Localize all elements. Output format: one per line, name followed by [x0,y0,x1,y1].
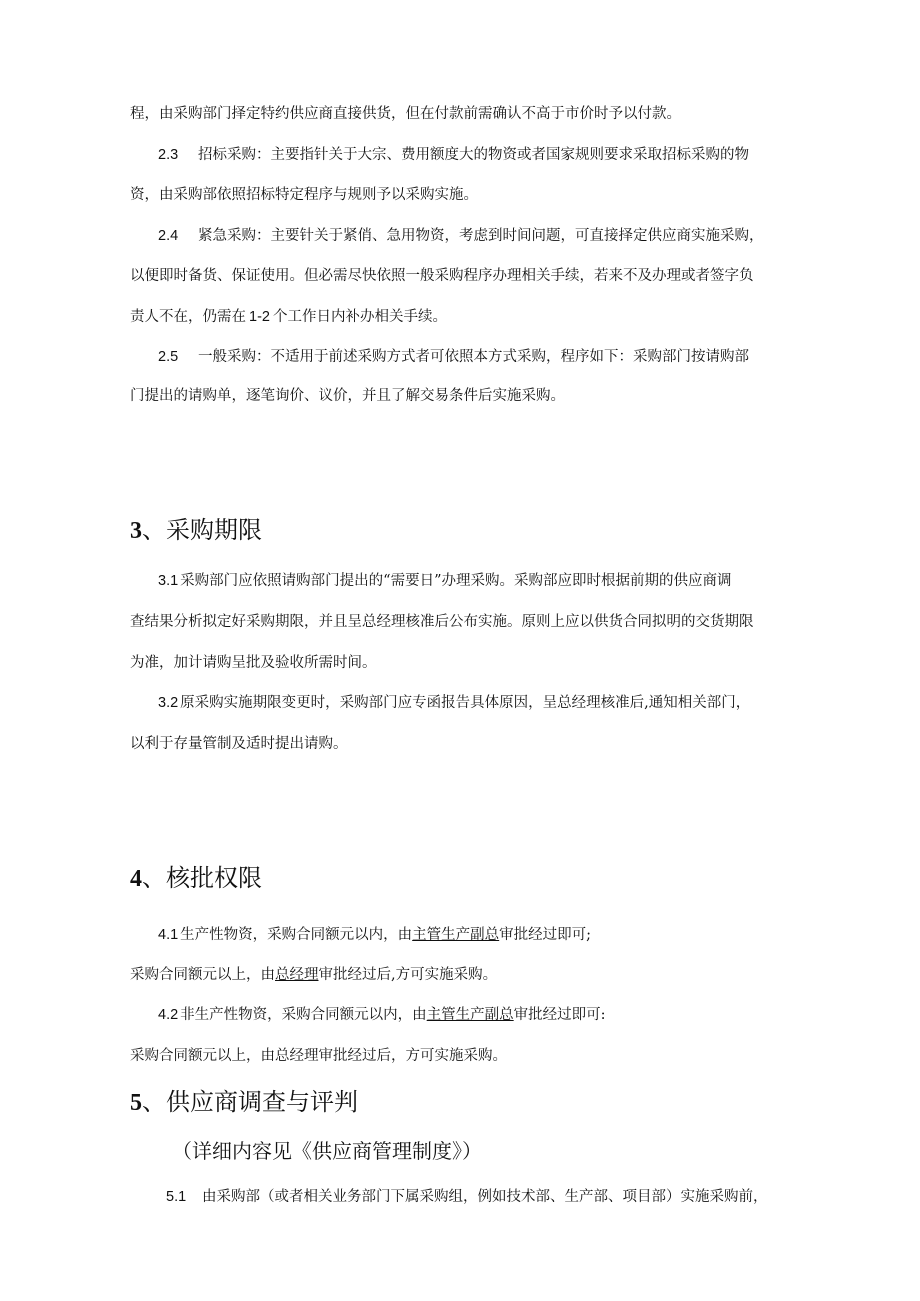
underlined-role: 主管生产副总 [412,927,500,943]
paragraph-text: 生产性物资，采购合同额元以内，由 [180,927,413,943]
section-number: 3.1 [158,573,179,589]
section-number: 3.2 [158,695,179,711]
heading-title: 、供应商调查与评判 [142,1088,358,1116]
section-2-3-line-2 [130,185,478,205]
paragraph-text: 由采购部（或者相关业务部门下属采购组，例如技术部、生产部、项目部）实施采购前， [202,1189,768,1205]
paragraph-text: 非生产性物资，采购合同额元以内，由 [180,1007,427,1023]
heading-number: 5 [130,1090,142,1116]
paragraph-text: 原采购实施期限变更时，采购部门应专函报告具体原因，呈总经理核准后,通知相关部门， [180,695,751,711]
paragraph-text: 为准，加计请购呈批及验收所需时间。 [130,655,377,671]
paragraph-text: 采购合同额元以上，由 [130,967,275,983]
section-3-1-line-2 [130,612,754,632]
paragraph-text: 招标采购：主要指针关于大宗、费用额度大的物资或者国家规则要求采取招标采购的物 [198,147,749,163]
paragraph-text: 审批经过即可; [499,927,592,943]
heading-number: 3 [130,518,142,544]
section-3-2-line-1 [158,693,750,713]
section-2-4-line-2 [130,266,754,286]
paragraph-text: 一般采购：不适用于前述采购方式者可依照本方式采购，程序如下：采购部门按请购部 [198,349,749,365]
underlined-role: 主管生产副总 [426,1007,514,1023]
section-number: 4.1 [158,927,179,943]
heading-section-3 [130,515,262,546]
day-range: 1-2 [249,309,270,325]
section-2-4-line-1 [158,226,764,246]
section-3-1-line-1 [158,571,732,591]
paragraph-text: 查结果分析拟定好采购期限，并且呈总经理核准后公布实施。原则上应以供货合同拟明的交货期限 [130,614,754,630]
paragraph-continuation [130,104,681,124]
heading-number: 4 [130,866,142,892]
section-3-2-line-2 [130,734,348,754]
section-5-1-line-1 [166,1187,768,1207]
paragraph-text: 审批经过后,方可实施采购。 [318,967,498,983]
paragraph-text: 以利于存量管制及适时提出请购。 [130,736,348,752]
section-number: 2.3 [158,147,179,163]
underlined-role: 总经理 [275,967,319,983]
section-2-5-line-2 [130,386,565,406]
section-2-4-line-3 [130,307,447,327]
section-3-1-line-3 [130,653,377,673]
section-2-3-line-1 [158,145,749,165]
section-number: 5.1 [166,1189,187,1205]
paragraph-text: 程，由采购部门择定特约供应商直接供货，但在付款前需确认不高于市价时予以付款。 [130,106,681,122]
paragraph-text: 责人不在，仍需在 [130,309,246,325]
paragraph-text: 个工作日内补办相关手续。 [272,309,447,325]
paragraph-text: 以便即时备货、保证使用。但必需尽快依照一般采购程序办理相关手续，若来不及办理或者签字负 [130,268,754,284]
paragraph-text: 门提出的请购单，逐笔询价、议价，并且了解交易条件后实施采购。 [130,388,565,404]
section-number: 4.2 [158,1007,179,1023]
paragraph-text: 采购部门应依照请购部门提出的“需要日”办理采购。采购部应即时根据前期的供应商调 [180,573,732,589]
section-4-2-line-1 [158,1005,606,1025]
heading-note [172,1138,482,1164]
paragraph-text: 紧急采购：主要针关于紧俏、急用物资，考虑到时间问题，可直接择定供应商实施采购， [198,228,764,244]
note-text: （详细内容见《供应商管理制度》） [172,1139,482,1163]
section-2-5-line-1 [158,347,749,367]
heading-section-5 [130,1087,358,1118]
paragraph-text: 采购合同额元以上，由总经理审批经过后，方可实施采购。 [130,1048,507,1064]
section-number: 2.4 [158,228,179,244]
paragraph-text: 审批经过即可: [513,1007,606,1023]
section-4-2-line-2 [130,1046,507,1066]
section-4-1-line-2 [130,965,497,985]
section-number: 2.5 [158,349,179,365]
section-4-1-line-1 [158,925,591,945]
heading-section-4 [130,863,262,894]
heading-title: 、采购期限 [142,516,262,544]
heading-title: 、核批权限 [142,864,262,892]
paragraph-text: 资，由采购部依照招标特定程序与规则予以采购实施。 [130,187,478,203]
